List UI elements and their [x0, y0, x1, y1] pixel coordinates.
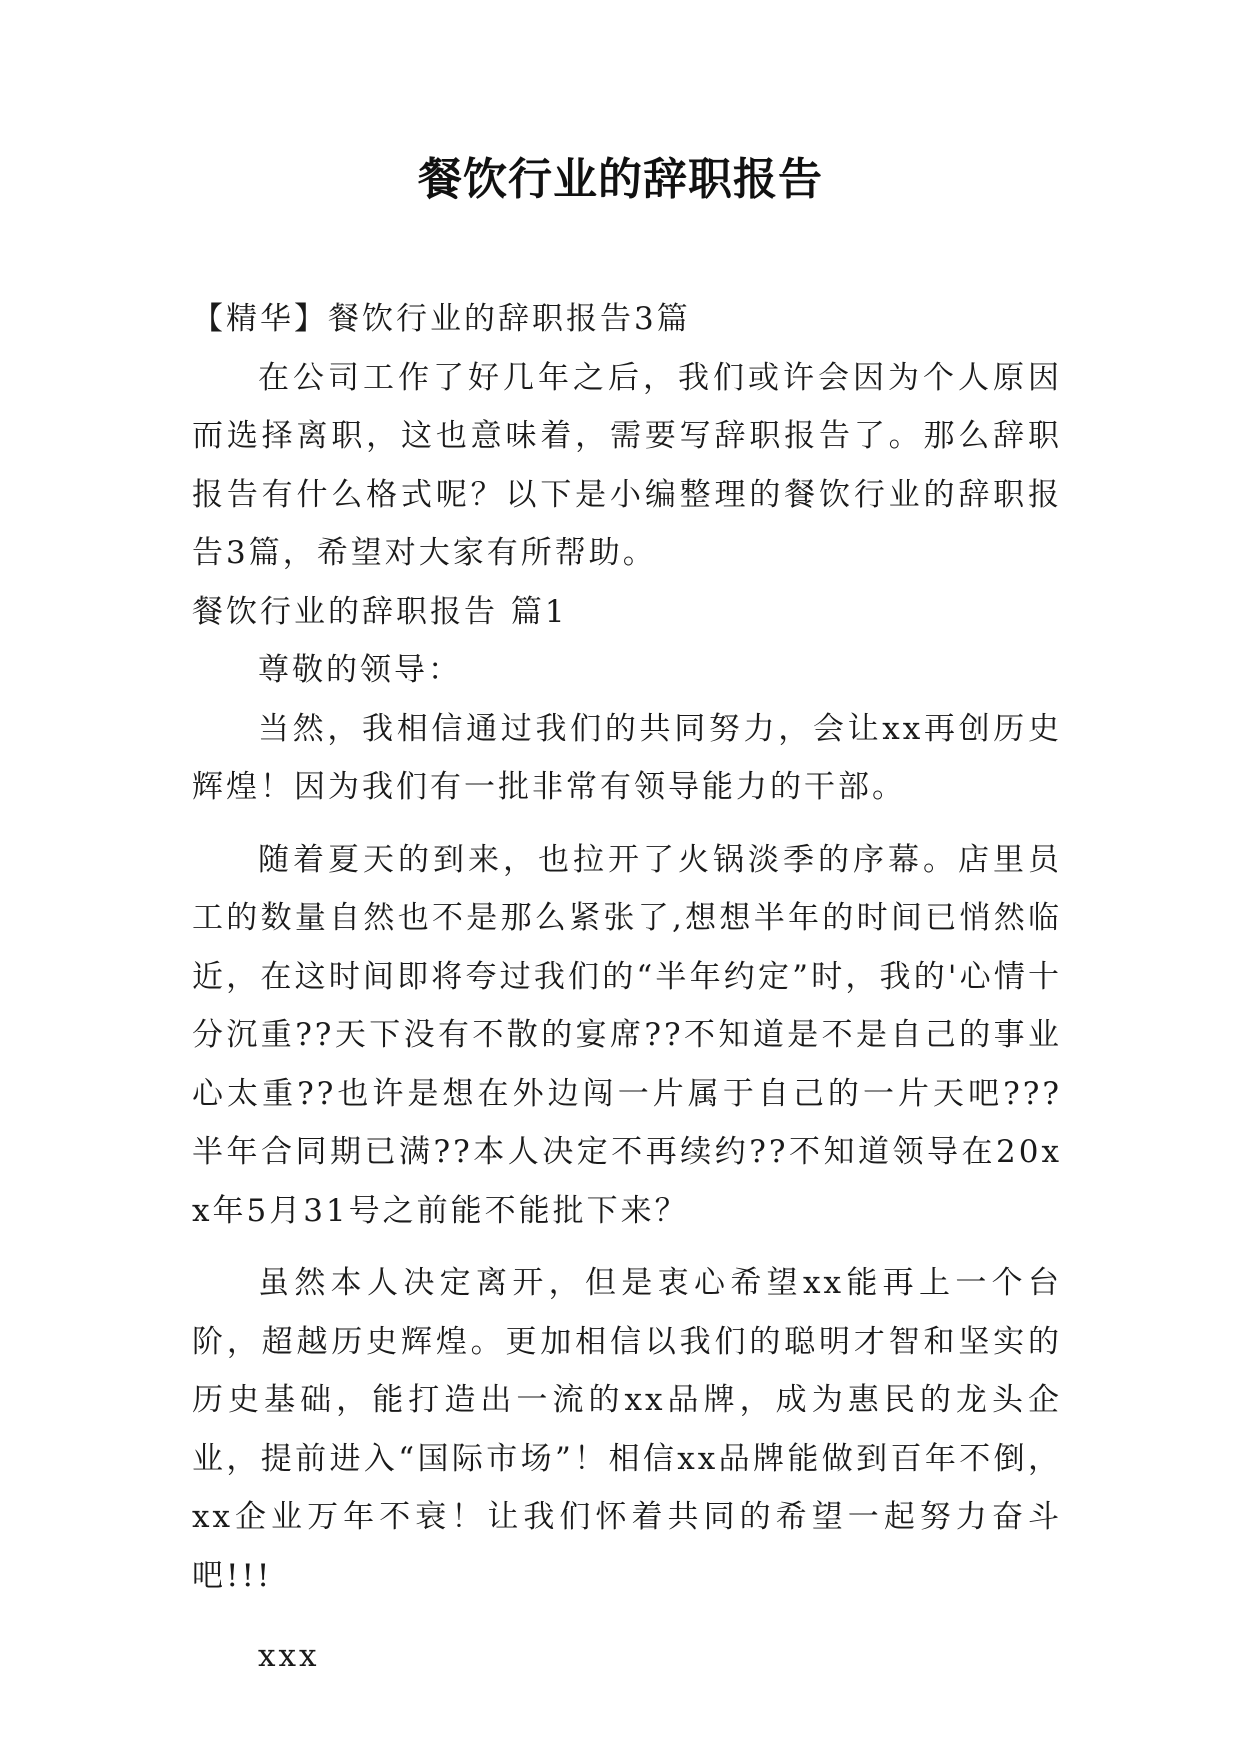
body-paragraph: 随着夏天的到来，也拉开了火锅淡季的序幕。店里员工的数量自然也不是那么紧张了,想想半年的时间已悄然临近，在这时间即将夸过我们的“半年约定”时，我的'心情十分沉重??天下没有不散的宴席??不知道是不是自己的事业心太重??也许是想在外边闯一片属于自己的一片天吧??? 半年合同期已满??本人决定不再续约??不知道领导在20xx年5月31号之前能不能批下来？ — [192, 841, 1062, 1229]
section-heading: 餐饮行业的辞职报告 篇1 — [192, 593, 568, 630]
document-title: 餐饮行业的辞职报告 — [418, 154, 823, 205]
document-body — [192, 290, 1062, 1686]
intro-paragraph: 在公司工作了好几年之后，我们或许会因为个人原因而选择离职，这也意味着，需要写辞职报告了。那么辞职报告有什么格式呢？以下是小编整理的餐饮行业的辞职报告3篇，希望对大家有所帮助。 — [192, 359, 1062, 571]
body-paragraph: 虽然本人决定离开，但是衷心希望xx能再上一个台阶，超越历史辉煌。更加相信以我们的聪明才智和坚实的历史基础，能打造出一流的xx品牌，成为惠民的龙头企业，提前进入“国际市场”！相信xx品牌能做到百年不倒，xx企业万年不衰！让我们怀着共同的希望一起努力奋斗吧!!! — [192, 1265, 1062, 1594]
body-paragraph: 当然，我相信通过我们的共同努力，会让xx再创历史辉煌！因为我们有一批非常有领导能力的干部。 — [192, 710, 1062, 805]
intro-heading: 【精华】餐饮行业的辞职报告3篇 — [192, 301, 691, 337]
signature: xxx — [258, 1638, 320, 1674]
salutation: 尊敬的领导： — [258, 652, 462, 688]
